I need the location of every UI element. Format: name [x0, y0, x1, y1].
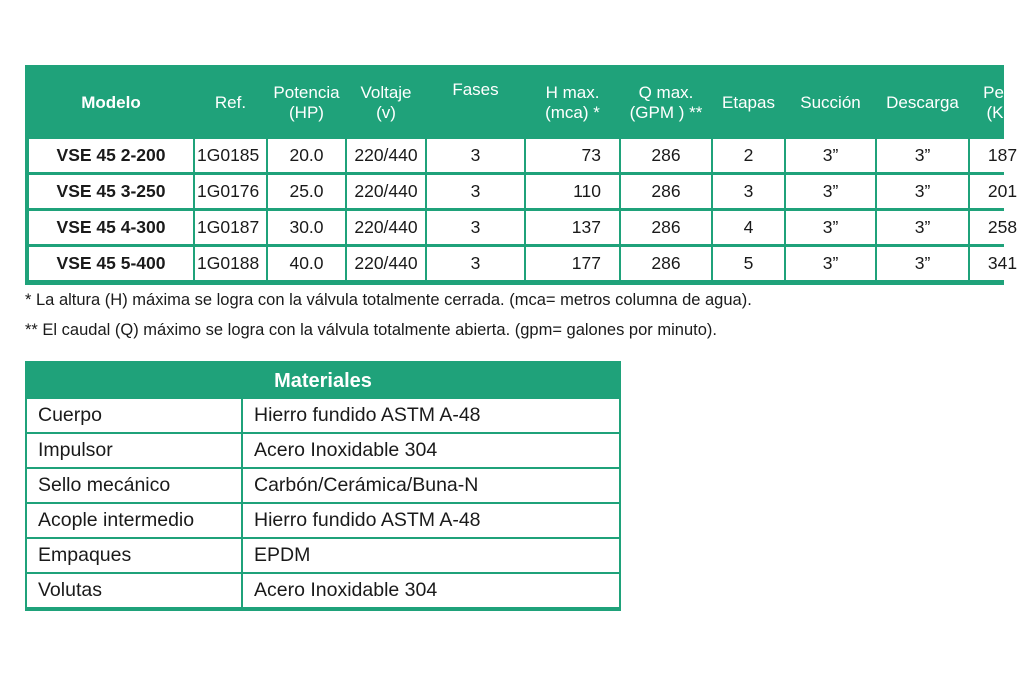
cell-h-max: 177 [526, 247, 619, 280]
table-row [27, 399, 619, 432]
pump-spec-table-container [25, 65, 1022, 285]
material-part: Impulsor [27, 434, 243, 467]
cell-succion: 3” [786, 211, 875, 244]
cell-succion: 3” [786, 175, 875, 208]
footnote-q-max: ** El caudal (Q) máximo se logra con la válvula totalmente abierta. (gpm= galones por minuto). [25, 321, 717, 339]
cell-peso: 201 [970, 175, 1024, 208]
spec-header-row [29, 70, 1024, 136]
table-row [27, 469, 619, 502]
material-value: Hierro fundido ASTM A-48 [243, 399, 619, 432]
cell-fases: 3 [427, 139, 524, 172]
cell-descarga: 3” [877, 139, 968, 172]
table-row [27, 504, 619, 537]
table-row [29, 211, 1024, 244]
cell-potencia: 30.0 [268, 211, 345, 244]
cell-fases: 3 [427, 175, 524, 208]
cell-ref: 1G0187 [195, 211, 266, 244]
cell-etapas: 5 [713, 247, 784, 280]
cell-modelo: VSE 45 5-400 [29, 247, 193, 280]
cell-potencia: 20.0 [268, 139, 345, 172]
header-succion: Succión [800, 93, 861, 112]
material-part: Cuerpo [27, 399, 243, 432]
cell-voltaje: 220/440 [347, 247, 425, 280]
cell-q-max: 286 [621, 211, 711, 244]
materials-title: Materiales [274, 370, 372, 392]
cell-etapas: 3 [713, 175, 784, 208]
cell-succion: 3” [786, 139, 875, 172]
cell-descarga: 3” [877, 211, 968, 244]
table-row [27, 434, 619, 467]
pump-spec-table [27, 67, 1024, 283]
header-q-max: Q max. (GPM ) ** [629, 83, 703, 122]
material-part: Sello mecánico [27, 469, 243, 502]
cell-peso: 187 [970, 139, 1024, 172]
material-value: Carbón/Cerámica/Buna-N [243, 469, 619, 502]
material-part: Empaques [27, 539, 243, 572]
cell-modelo: VSE 45 4-300 [29, 211, 193, 244]
cell-descarga: 3” [877, 175, 968, 208]
cell-peso: 341 [970, 247, 1024, 280]
header-h-max: H max. (mca) * [545, 83, 600, 122]
cell-q-max: 286 [621, 175, 711, 208]
materials-table [27, 397, 619, 609]
material-value: Acero Inoxidable 304 [243, 574, 619, 607]
material-value: EPDM [243, 539, 619, 572]
cell-descarga: 3” [877, 247, 968, 280]
cell-potencia: 25.0 [268, 175, 345, 208]
cell-h-max: 137 [526, 211, 619, 244]
material-value: Hierro fundido ASTM A-48 [243, 504, 619, 537]
cell-ref: 1G0188 [195, 247, 266, 280]
table-row [29, 139, 1024, 172]
material-value: Acero Inoxidable 304 [243, 434, 619, 467]
cell-q-max: 286 [621, 247, 711, 280]
cell-voltaje: 220/440 [347, 211, 425, 244]
cell-q-max: 286 [621, 139, 711, 172]
cell-etapas: 2 [713, 139, 784, 172]
header-potencia: Potencia (HP) [273, 83, 340, 122]
cell-h-max: 73 [526, 139, 619, 172]
cell-voltaje: 220/440 [347, 139, 425, 172]
header-fases: Fases [452, 80, 499, 99]
table-row [29, 175, 1024, 208]
table-row [27, 574, 619, 607]
material-part: Volutas [27, 574, 243, 607]
header-descarga: Descarga [886, 93, 959, 112]
header-peso: Peso (Kg) [983, 83, 1022, 122]
cell-potencia: 40.0 [268, 247, 345, 280]
cell-peso: 258 [970, 211, 1024, 244]
cell-ref: 1G0185 [195, 139, 266, 172]
cell-voltaje: 220/440 [347, 175, 425, 208]
cell-fases: 3 [427, 211, 524, 244]
header-etapas: Etapas [722, 93, 775, 112]
cell-modelo: VSE 45 3-250 [29, 175, 193, 208]
cell-succion: 3” [786, 247, 875, 280]
cell-h-max: 110 [526, 175, 619, 208]
cell-fases: 3 [427, 247, 524, 280]
header-modelo: Modelo [81, 93, 141, 112]
materials-table-container [25, 361, 621, 611]
table-row [27, 539, 619, 572]
header-voltaje: Voltaje (v) [360, 83, 412, 122]
cell-ref: 1G0176 [195, 175, 266, 208]
footnote-h-max: * La altura (H) máxima se logra con la válvula totalmente cerrada. (mca= metros columna de agua). [25, 291, 752, 309]
material-part: Acople intermedio [27, 504, 243, 537]
cell-modelo: VSE 45 2-200 [29, 139, 193, 172]
table-row [29, 247, 1024, 280]
header-ref: Ref. [214, 93, 247, 112]
cell-etapas: 4 [713, 211, 784, 244]
